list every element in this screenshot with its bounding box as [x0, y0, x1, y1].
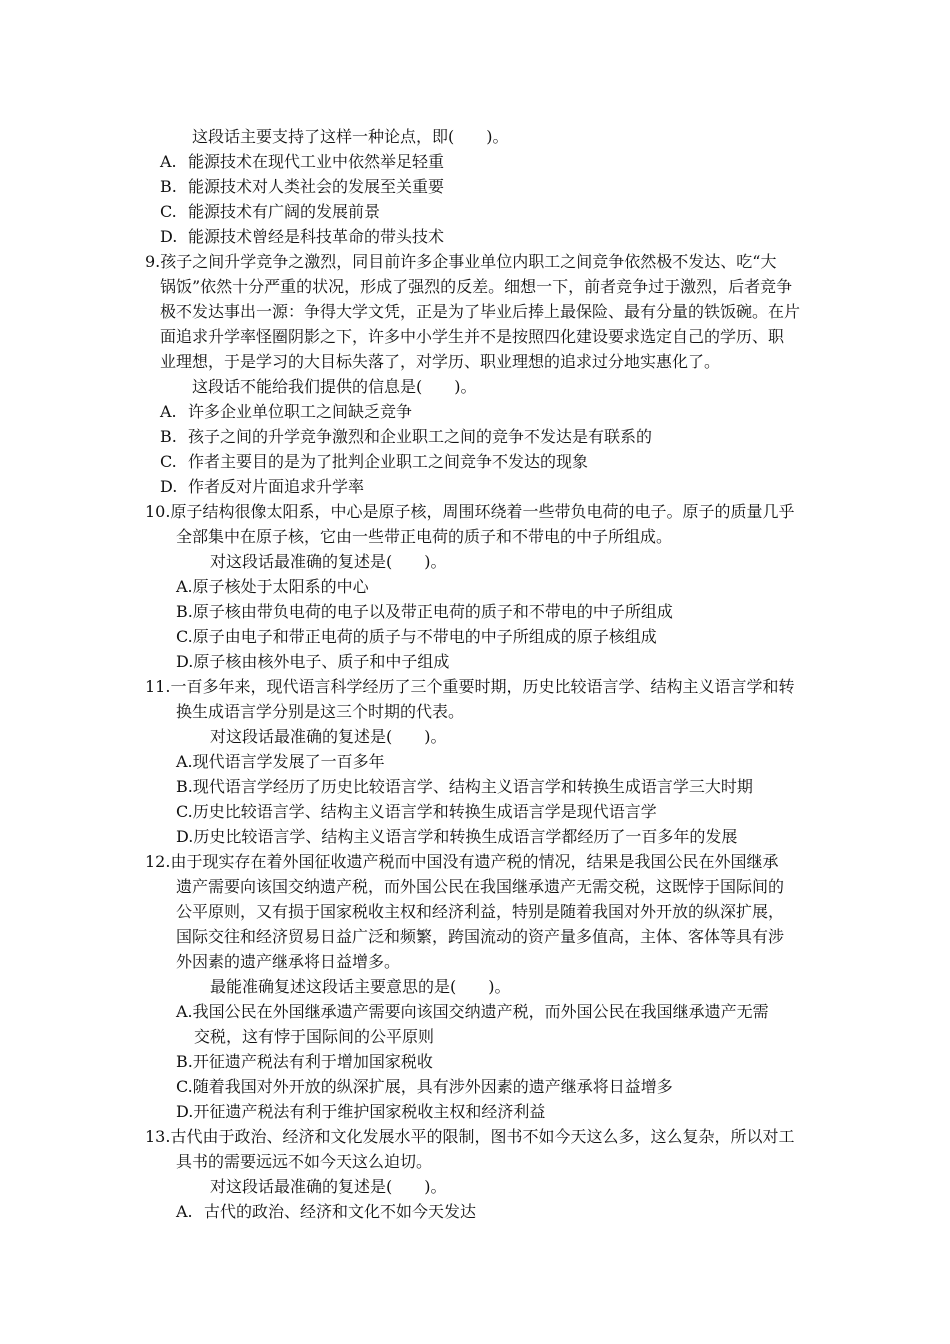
question-number: 9. — [145, 252, 161, 271]
q10-prompt: 对这段话最准确的复述是( )。 — [210, 552, 447, 571]
option-text: 我国公民在外国继承遗产需要向该国交纳遗产税，而外国公民在我国继承遗产无需 — [192, 1002, 769, 1021]
q12-passage-line-1 — [145, 851, 778, 873]
q9-option-b — [160, 426, 652, 448]
passage-text: 由于现实存在着外国征收遗产税而中国没有遗产税的情况，结果是我国公民在外国继承 — [170, 852, 779, 871]
q12-passage-line-2: 遗产需要向该国交纳遗产税，而外国公民在我国继承遗产无需交税，这既悖于国际间的 — [176, 877, 785, 896]
option-label: B. — [176, 602, 193, 621]
option-text: 原子核由核外电子、质子和中子组成 — [193, 652, 450, 671]
q10-passage-line-1 — [145, 501, 794, 523]
q9-option-a — [160, 401, 412, 423]
option-label: D. — [160, 227, 178, 246]
option-label: A. — [176, 577, 193, 596]
q13-prompt: 对这段话最准确的复述是( )。 — [210, 1177, 447, 1196]
q12-prompt: 最能准确复述这段话主要意思的是( )。 — [210, 977, 511, 996]
question-number: 11. — [145, 677, 171, 696]
question-number: 12. — [145, 852, 171, 871]
q11-passage-line-2: 换生成语言学分别是这三个时期的代表。 — [176, 702, 465, 721]
option-label: C. — [176, 802, 193, 821]
q12-option-a-continued: 交税，这有悖于国际间的公平原则 — [194, 1027, 435, 1046]
question-number: 13. — [145, 1127, 171, 1146]
option-label: D. — [160, 477, 178, 496]
option-label: C. — [160, 202, 177, 221]
q8-option-d — [160, 226, 444, 248]
option-text: 能源技术对人类社会的发展至关重要 — [188, 177, 445, 196]
question-number: 10. — [145, 502, 171, 521]
option-text: 孩子之间的升学竞争激烈和企业职工之间的竞争不发达是有联系的 — [188, 427, 653, 446]
option-label: A. — [176, 752, 193, 771]
q11-option-c — [176, 801, 657, 823]
q8-option-a — [160, 151, 444, 173]
option-label: A. — [160, 402, 177, 421]
q8-option-c — [160, 201, 380, 223]
option-label: D. — [176, 827, 194, 846]
q10-passage-line-2: 全部集中在原子核，它由一些带正电荷的质子和不带电的中子所组成。 — [176, 527, 673, 546]
option-label: A. — [176, 1202, 193, 1221]
q8-option-b — [160, 176, 444, 198]
q10-option-d — [176, 651, 449, 673]
q11-option-b — [176, 776, 753, 798]
option-label: C. — [176, 1077, 193, 1096]
q9-passage-line-2: 锅饭”依然十分严重的状况，形成了强烈的反差。细想一下，前者竞争过于激烈，后者竞争 — [160, 277, 793, 296]
q8-prompt: 这段话主要支持了这样一种论点，即( )。 — [192, 127, 509, 146]
q12-passage-line-5: 外因素的遗产继承将日益增多。 — [176, 952, 401, 971]
q11-prompt: 对这段话最准确的复述是( )。 — [210, 727, 447, 746]
q11-option-a — [176, 751, 385, 773]
q13-passage-line-1 — [145, 1126, 794, 1148]
q10-option-c — [176, 626, 657, 648]
option-label: B. — [176, 777, 193, 796]
passage-text: 孩子之间升学竞争之激烈，同目前许多企事业单位内职工之间竞争依然极不发达、吃“大 — [160, 252, 777, 271]
option-label: A. — [160, 152, 177, 171]
option-text: 开征遗产税法有利于增加国家税收 — [192, 1052, 433, 1071]
option-label: D. — [176, 652, 194, 671]
q13-option-a — [176, 1201, 476, 1223]
q12-option-d — [176, 1101, 545, 1123]
q12-option-b — [176, 1051, 433, 1073]
q9-passage-line-5: 业理想，于是学习的大目标失落了，对学历、职业理想的追求过分地实惠化了。 — [160, 352, 721, 371]
option-label: C. — [176, 627, 193, 646]
q12-option-c — [176, 1076, 673, 1098]
q12-passage-line-3: 公平原则，又有损于国家税收主权和经济利益，特别是随着我国对外开放的纵深扩展， — [176, 902, 785, 921]
q10-option-b — [176, 601, 673, 623]
option-text: 古代的政治、经济和文化不如今天发达 — [204, 1202, 477, 1221]
option-text: 开征遗产税法有利于维护国家税收主权和经济利益 — [193, 1102, 546, 1121]
q12-passage-line-4: 国际交往和经济贸易日益广泛和频繁，跨国流动的资产量多值高，主体、客体等具有涉 — [176, 927, 785, 946]
q9-option-c — [160, 451, 588, 473]
option-text: 能源技术有广阔的发展前景 — [188, 202, 381, 221]
q9-passage-line-3: 极不发达事出一源：争得大学文凭，正是为了毕业后捧上最保险、最有分量的铁饭碗。在片 — [160, 302, 801, 321]
q13-passage-line-2: 具书的需要远远不如今天这么迫切。 — [176, 1152, 433, 1171]
option-label: B. — [160, 427, 177, 446]
option-label: D. — [176, 1102, 194, 1121]
option-text: 许多企业单位职工之间缺乏竞争 — [188, 402, 413, 421]
q9-passage-line-1 — [145, 251, 776, 273]
option-text: 能源技术曾经是科技革命的带头技术 — [188, 227, 445, 246]
option-text: 现代语言学发展了一百多年 — [192, 752, 385, 771]
q10-option-a — [176, 576, 369, 598]
option-text: 原子核处于太阳系的中心 — [192, 577, 369, 596]
option-label: B. — [160, 177, 177, 196]
option-text: 能源技术在现代工业中依然举足轻重 — [188, 152, 445, 171]
passage-text: 一百多年来，现代语言科学经历了三个重要时期，历史比较语言学、结构主义语言学和转 — [170, 677, 795, 696]
q9-option-d — [160, 476, 364, 498]
passage-text: 原子结构很像太阳系，中心是原子核，周围环绕着一些带负电荷的电子。原子的质量几乎 — [170, 502, 795, 521]
option-text: 现代语言学经历了历史比较语言学、结构主义语言学和转换生成语言学三大时期 — [192, 777, 753, 796]
option-text: 原子由电子和带正电荷的质子与不带电的中子所组成的原子核组成 — [192, 627, 657, 646]
option-text: 随着我国对外开放的纵深扩展，具有涉外因素的遗产继承将日益增多 — [192, 1077, 673, 1096]
option-text: 历史比较语言学、结构主义语言学和转换生成语言学都经历了一百多年的发展 — [193, 827, 738, 846]
option-text: 历史比较语言学、结构主义语言学和转换生成语言学是现代语言学 — [192, 802, 657, 821]
option-text: 作者反对片面追求升学率 — [188, 477, 365, 496]
passage-text: 古代由于政治、经济和文化发展水平的限制，图书不如今天这么多，这么复杂，所以对工 — [170, 1127, 795, 1146]
option-label: A. — [176, 1002, 193, 1021]
option-label: B. — [176, 1052, 193, 1071]
option-text: 作者主要目的是为了批判企业职工之间竞争不发达的现象 — [188, 452, 589, 471]
q9-prompt: 这段话不能给我们提供的信息是( )。 — [192, 377, 477, 396]
option-label: C. — [160, 452, 177, 471]
q9-passage-line-4: 面追求升学率怪圈阴影之下，许多中小学生并不是按照四化建设要求选定自己的学历、职 — [160, 327, 785, 346]
q11-passage-line-1 — [145, 676, 794, 698]
q11-option-d — [176, 826, 737, 848]
q12-option-a — [176, 1001, 769, 1023]
option-text: 原子核由带负电荷的电子以及带正电荷的质子和不带电的中子所组成 — [192, 602, 673, 621]
